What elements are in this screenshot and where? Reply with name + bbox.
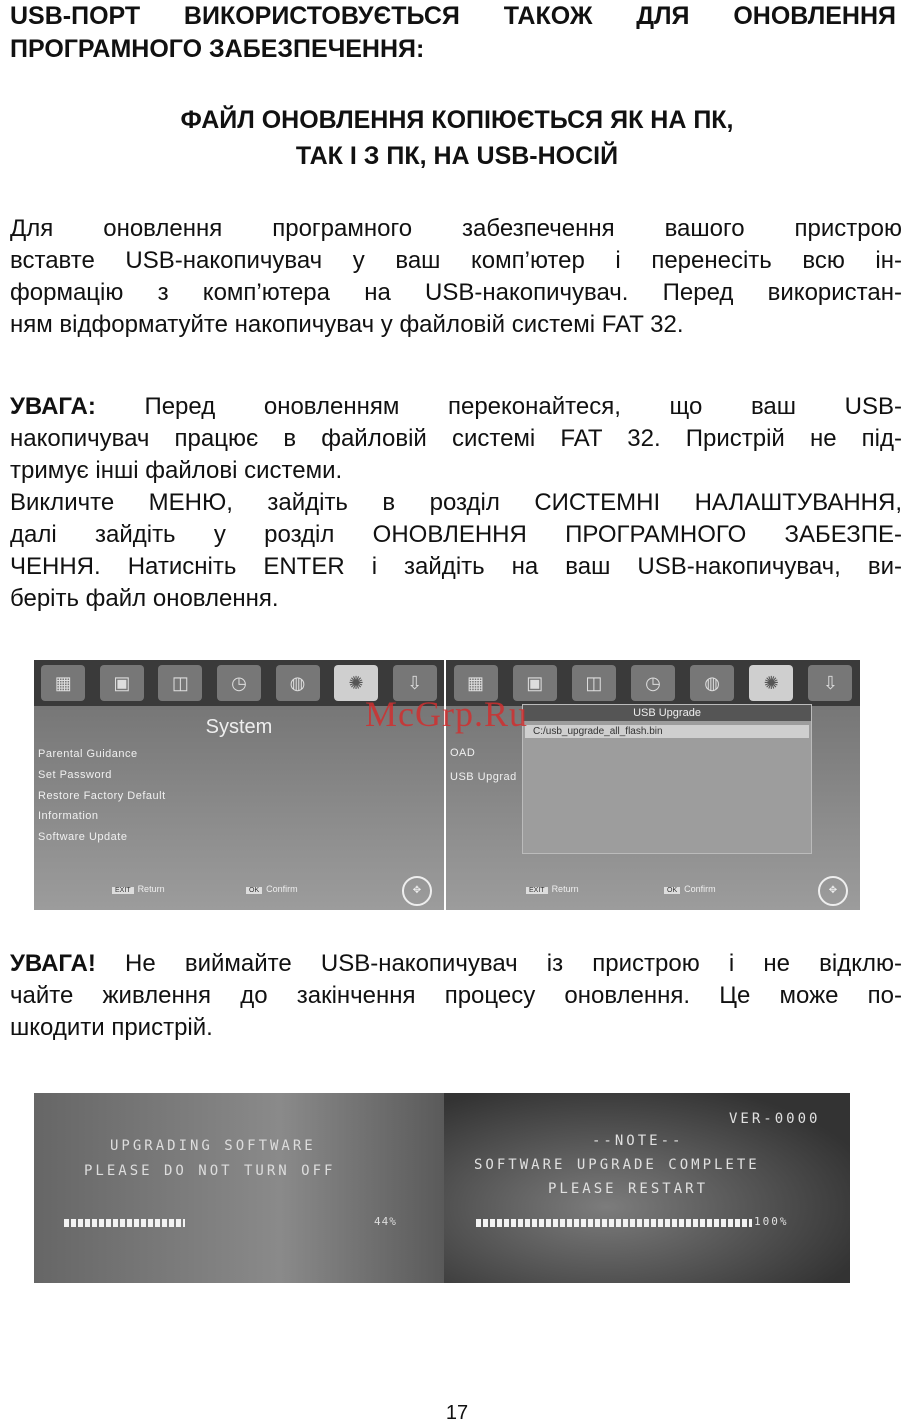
do-not-turn-off-text: PLEASE DO NOT TURN OFF — [84, 1163, 336, 1179]
clock-icon: ◷ — [631, 665, 675, 701]
usb-upgrade-dialog — [522, 704, 812, 854]
paragraph-warning-fat32 — [10, 391, 902, 615]
usb-icon: ⇩ — [808, 665, 852, 701]
progress-bar — [476, 1219, 752, 1227]
paragraph-line: беріть файл оновлення. — [10, 585, 279, 612]
paragraph-line: Викличте МЕНЮ, зайдіть в розділ СИСТЕМНІ НАЛАШТУВАННЯ, — [10, 489, 902, 516]
paragraph-instructions — [10, 213, 902, 341]
please-restart-text: PLEASE RESTART — [548, 1181, 709, 1197]
menu-footer — [446, 884, 860, 904]
progress-bar — [64, 1219, 185, 1227]
file-item[interactable]: C:/usb_upgrade_all_flash.bin — [525, 725, 809, 738]
exit-key: EXIT — [112, 887, 134, 894]
heading-line-2: ПРОГРАМНОГО ЗАБЕЗПЕЧЕННЯ: — [10, 35, 425, 63]
subheading-line-1: ФАЙЛ ОНОВЛЕННЯ КОПІЮЄТЬСЯ ЯК НА ПК, — [180, 106, 734, 134]
ok-key: OK — [664, 887, 680, 894]
image-icon: ▣ — [100, 665, 144, 701]
navigation-icon: ✥ — [402, 876, 432, 906]
system-gear-icon: ✺ — [334, 665, 378, 701]
exit-key: EXIT — [526, 887, 548, 894]
menu-item[interactable]: Restore Factory Default — [38, 790, 166, 802]
menu-item[interactable]: USB Upgrad — [450, 771, 517, 783]
warning-label: УВАГА: — [10, 393, 96, 420]
upgrade-complete-screenshot — [444, 1093, 850, 1283]
paragraph-line: ЧЕННЯ. Натисніть ENTER і зайдіть на ваш USB-накопичувач, ви- — [10, 553, 902, 580]
menu-footer — [34, 884, 444, 904]
paragraph-warning-usb — [10, 948, 902, 1044]
upgrade-complete-text: SOFTWARE UPGRADE COMPLETE — [474, 1157, 760, 1173]
paragraph-line: далі зайдіть у розділ ОНОВЛЕННЯ ПРОГРАМНОГО ЗАБЕЗПЕ- — [10, 521, 902, 548]
paragraph-line: Для оновлення програмного забезпечення вашого пристрою — [10, 215, 902, 242]
globe-icon: ◍ — [690, 665, 734, 701]
menu-item[interactable]: Parental Guidance — [38, 748, 138, 760]
menu-item[interactable]: Set Password — [38, 769, 112, 781]
tv-search-icon: ◫ — [572, 665, 616, 701]
menu-item[interactable]: Software Update — [38, 831, 128, 843]
progress-percent: 100% — [754, 1215, 789, 1228]
heading-line-1: USB-ПОРТ ВИКОРИСТОВУЄТЬСЯ ТАКОЖ ДЛЯ ОНОВЛЕННЯ — [10, 2, 896, 30]
watermark: McGrp.Ru — [365, 694, 528, 734]
warning-label: УВАГА! — [10, 950, 96, 977]
picture-icon: ▦ — [41, 665, 85, 701]
upgrading-text: UPGRADING SOFTWARE — [110, 1138, 316, 1154]
globe-icon: ◍ — [276, 665, 320, 701]
ok-key: OK — [246, 887, 262, 894]
paragraph-line: тримує інші файлові системи. — [10, 457, 343, 484]
confirm-hint: Confirm — [684, 884, 716, 894]
paragraph-line: накопичувач працює в файловій системі FAT 32. Пристрій не під- — [10, 425, 902, 452]
navigation-icon: ✥ — [818, 876, 848, 906]
paragraph-line: ням відформатуйте накопичувач у файловій системі FAT 32. — [10, 311, 684, 338]
tv-search-icon: ◫ — [158, 665, 202, 701]
menu-title: System — [205, 716, 273, 738]
menu-item[interactable]: OAD — [450, 747, 476, 759]
note-text: --NOTE-- — [592, 1133, 684, 1149]
clock-icon: ◷ — [217, 665, 261, 701]
paragraph-line: формацію з комп’ютера на USB-накопичувач. Перед використан- — [10, 279, 902, 306]
usb-icon: ⇩ — [393, 665, 437, 701]
paragraph-line: вставте USB-накопичувач у ваш комп’ютер і перенесіть всю ін- — [10, 247, 902, 274]
system-gear-icon: ✺ — [749, 665, 793, 701]
confirm-hint: Confirm — [266, 884, 298, 894]
version-text: VER-0000 — [729, 1111, 821, 1127]
picture-icon: ▦ — [454, 665, 498, 701]
image-icon: ▣ — [513, 665, 557, 701]
paragraph-line: Не виймайте USB-накопичувач із пристрою і не відклю- — [95, 950, 902, 977]
upgrading-screenshot — [34, 1093, 444, 1283]
menu-item[interactable]: Information — [38, 810, 99, 822]
progress-percent: 44% — [374, 1215, 397, 1228]
paragraph-line: чайте живлення до закінчення процесу оновлення. Це може по- — [10, 982, 902, 1009]
paragraph-line: Перед оновленням переконайтеся, що ваш USB- — [95, 393, 902, 420]
dialog-title: USB Upgrade — [523, 705, 811, 721]
subheading-line-2: ТАК І З ПК, НА USB-НОСІЙ — [295, 142, 619, 170]
return-hint: Return — [551, 884, 579, 894]
return-hint: Return — [137, 884, 165, 894]
paragraph-line: шкодити пристрій. — [10, 1014, 213, 1041]
page-number: 17 — [445, 1402, 469, 1424]
